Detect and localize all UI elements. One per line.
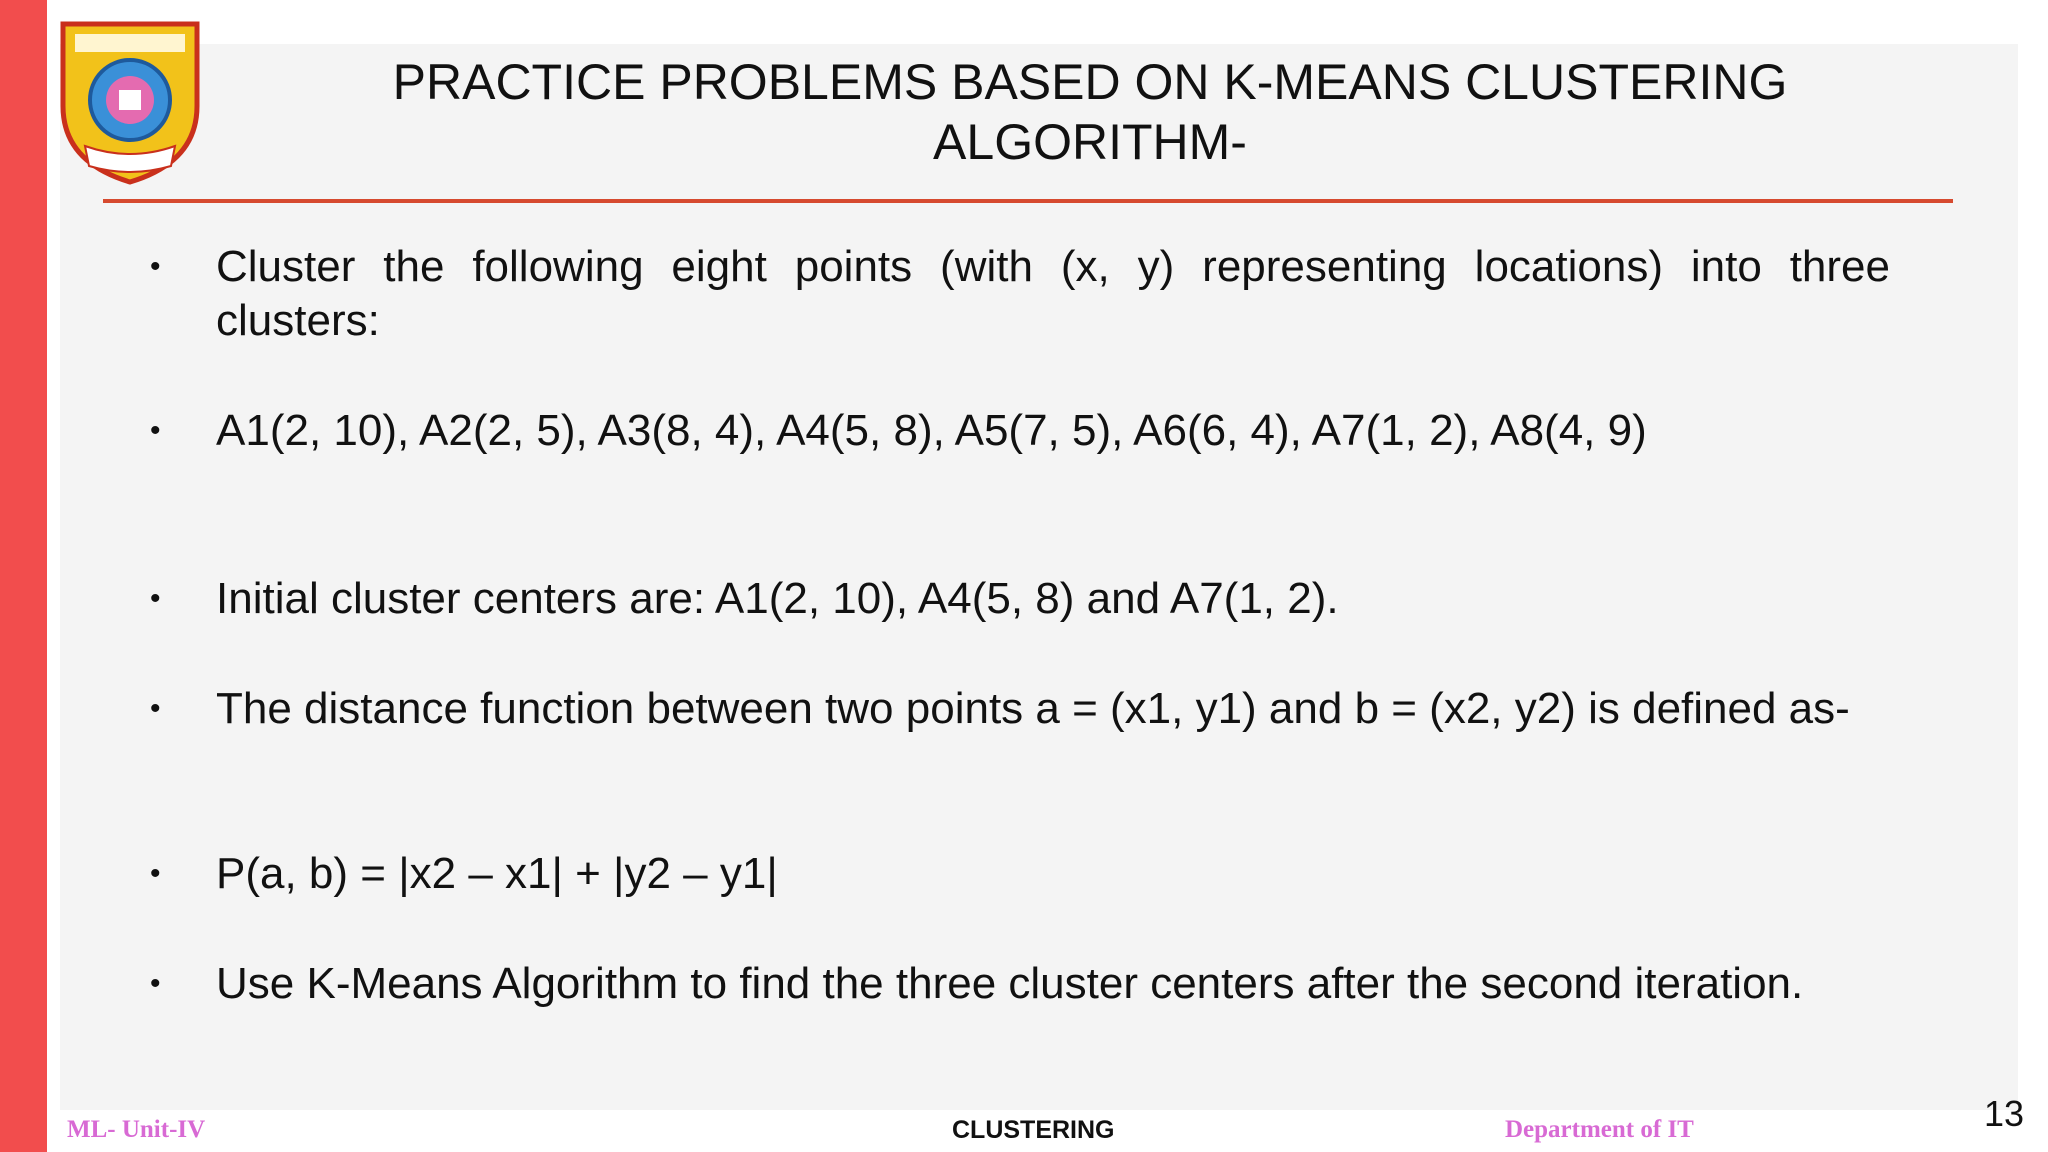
bullet-dot-icon: • <box>150 250 161 283</box>
bullet-dot-icon: • <box>150 692 161 725</box>
bullet-text: Use K-Means Algorithm to find the three cluster centers after the second iteration. <box>216 959 1804 1008</box>
bullet-text: The distance function between two points a = (x1, y1) and b = (x2, y2) is defined as- <box>216 684 1850 733</box>
bullet-dot-icon: • <box>150 414 161 447</box>
slide-title: PRACTICE PROBLEMS BASED ON K-MEANS CLUSTERING ALGORITHM- <box>392 54 1788 170</box>
footer-unit-label: ML- Unit-IV <box>67 1116 206 1143</box>
bullet-dot-icon: • <box>150 582 161 615</box>
bullet-dot-icon: • <box>150 967 161 1000</box>
bullet-text: Cluster the following eight points (with (x, y) representing locations) into three clusters: <box>216 242 1890 345</box>
bullet-text: Initial cluster centers are: A1(2, 10), A4(5, 8) and A7(1, 2). <box>216 574 1339 623</box>
bullet-text: P(a, b) = |x2 – x1| + |y2 – y1| <box>216 849 778 898</box>
college-crest-logo-icon <box>53 14 207 186</box>
left-accent-bar <box>0 0 47 1152</box>
bullet-text: A1(2, 10), A2(2, 5), A3(8, 4), A4(5, 8), A5(7, 5), A6(6, 4), A7(1, 2), A8(4, 9) <box>216 406 1647 455</box>
bullet-dot-icon: • <box>150 857 161 890</box>
page-number: 13 <box>1984 1093 2025 1134</box>
footer-topic-label: CLUSTERING <box>952 1116 1115 1144</box>
footer-department-label: Department of IT <box>1505 1116 1694 1143</box>
title-divider <box>103 199 1953 203</box>
